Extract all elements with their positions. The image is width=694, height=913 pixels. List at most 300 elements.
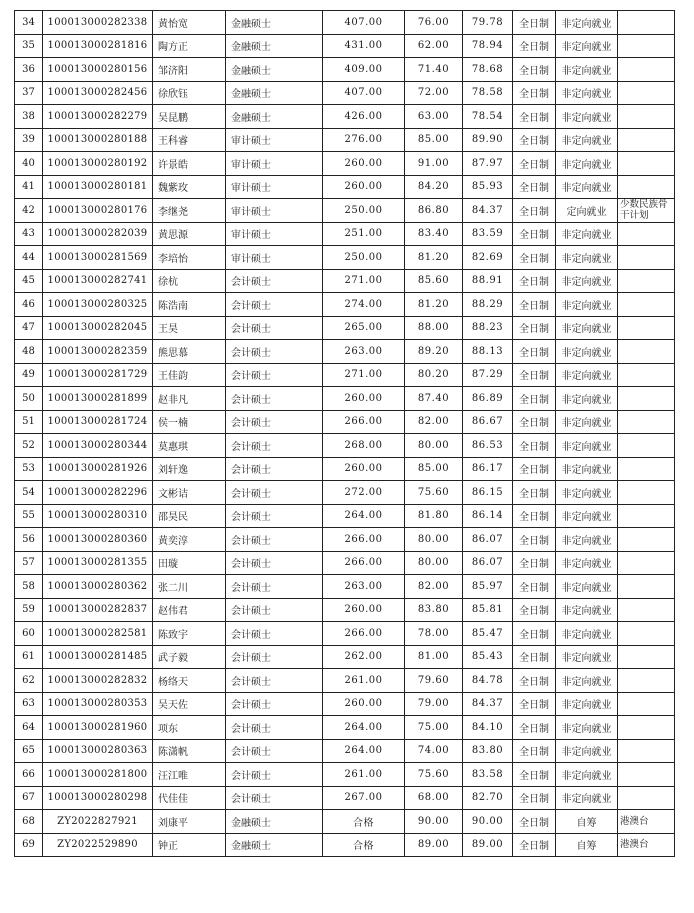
remark-cell (618, 81, 675, 105)
table-row (15, 833, 675, 857)
employment-plan-cell: 非定向就业 (556, 622, 618, 646)
total-score-cell: 85.81 (463, 598, 513, 622)
major-cell: 审计硕士 (226, 199, 323, 223)
initial-score-cell: 250.00 (323, 246, 405, 270)
study-mode-cell: 全日制 (513, 504, 556, 528)
candidate-name-cell: 熊思慕 (153, 340, 226, 364)
row-number-cell: 42 (15, 199, 43, 223)
row-number-cell: 66 (15, 763, 43, 787)
initial-score-cell: 274.00 (323, 293, 405, 317)
initial-score-cell: 260.00 (323, 152, 405, 176)
remark-cell (618, 645, 675, 669)
study-mode-cell: 全日制 (513, 363, 556, 387)
retest-score-cell: 81.80 (405, 504, 463, 528)
total-score-cell: 78.68 (463, 58, 513, 82)
candidate-id-cell: ZY2022827921 (43, 810, 153, 834)
table-row (15, 246, 675, 270)
candidate-name-cell: 莫惠琪 (153, 434, 226, 458)
table-row (15, 105, 675, 129)
table-row (15, 622, 675, 646)
initial-score-cell: 260.00 (323, 457, 405, 481)
study-mode-cell: 全日制 (513, 199, 556, 223)
retest-score-cell: 80.00 (405, 528, 463, 552)
table-row (15, 528, 675, 552)
employment-plan-cell: 非定向就业 (556, 387, 618, 411)
row-number-cell: 61 (15, 645, 43, 669)
total-score-cell: 86.17 (463, 457, 513, 481)
initial-score-cell: 262.00 (323, 645, 405, 669)
row-number-cell: 40 (15, 152, 43, 176)
candidate-id-cell: ZY2022529890 (43, 833, 153, 857)
total-score-cell: 79.78 (463, 11, 513, 35)
major-cell: 会计硕士 (226, 340, 323, 364)
retest-score-cell: 68.00 (405, 786, 463, 810)
table-row (15, 222, 675, 246)
retest-score-cell: 81.20 (405, 246, 463, 270)
candidate-name-cell: 钟正 (153, 833, 226, 857)
retest-score-cell: 82.00 (405, 575, 463, 599)
table-row (15, 199, 675, 223)
total-score-cell: 85.97 (463, 575, 513, 599)
candidate-id-cell: 100013000281816 (43, 34, 153, 58)
initial-score-cell: 407.00 (323, 81, 405, 105)
row-number-cell: 37 (15, 81, 43, 105)
candidate-name-cell: 陈浩南 (153, 293, 226, 317)
major-cell: 会计硕士 (226, 528, 323, 552)
candidate-name-cell: 吴昆鹏 (153, 105, 226, 129)
study-mode-cell: 全日制 (513, 11, 556, 35)
total-score-cell: 86.15 (463, 481, 513, 505)
initial-score-cell: 271.00 (323, 363, 405, 387)
study-mode-cell: 全日制 (513, 293, 556, 317)
initial-score-cell: 264.00 (323, 716, 405, 740)
major-cell: 金融硕士 (226, 833, 323, 857)
remark-cell (618, 598, 675, 622)
employment-plan-cell: 非定向就业 (556, 575, 618, 599)
study-mode-cell: 全日制 (513, 434, 556, 458)
candidate-id-cell: 100013000281569 (43, 246, 153, 270)
retest-score-cell: 84.20 (405, 175, 463, 199)
total-score-cell: 82.70 (463, 786, 513, 810)
row-number-cell: 34 (15, 11, 43, 35)
candidate-name-cell: 李培怡 (153, 246, 226, 270)
remark-cell (618, 786, 675, 810)
table-row (15, 575, 675, 599)
candidate-name-cell: 徐欣钰 (153, 81, 226, 105)
remark-cell (618, 716, 675, 740)
total-score-cell: 82.69 (463, 246, 513, 270)
employment-plan-cell: 非定向就业 (556, 457, 618, 481)
table-row (15, 387, 675, 411)
candidate-name-cell: 文彬诘 (153, 481, 226, 505)
total-score-cell: 85.47 (463, 622, 513, 646)
major-cell: 会计硕士 (226, 739, 323, 763)
study-mode-cell: 全日制 (513, 387, 556, 411)
major-cell: 会计硕士 (226, 622, 323, 646)
retest-score-cell: 80.20 (405, 363, 463, 387)
candidate-id-cell: 100013000280188 (43, 128, 153, 152)
employment-plan-cell: 非定向就业 (556, 786, 618, 810)
study-mode-cell: 全日制 (513, 105, 556, 129)
study-mode-cell: 全日制 (513, 669, 556, 693)
row-number-cell: 45 (15, 269, 43, 293)
candidate-name-cell: 项东 (153, 716, 226, 740)
major-cell: 会计硕士 (226, 410, 323, 434)
study-mode-cell: 全日制 (513, 692, 556, 716)
remark-cell (618, 669, 675, 693)
table-row (15, 34, 675, 58)
row-number-cell: 50 (15, 387, 43, 411)
employment-plan-cell: 非定向就业 (556, 175, 618, 199)
remark-cell (618, 340, 675, 364)
initial-score-cell: 426.00 (323, 105, 405, 129)
employment-plan-cell: 非定向就业 (556, 269, 618, 293)
employment-plan-cell: 非定向就业 (556, 504, 618, 528)
retest-score-cell: 86.80 (405, 199, 463, 223)
candidate-id-cell: 100013000280298 (43, 786, 153, 810)
row-number-cell: 49 (15, 363, 43, 387)
row-number-cell: 58 (15, 575, 43, 599)
initial-score-cell: 263.00 (323, 575, 405, 599)
retest-score-cell: 89.00 (405, 833, 463, 857)
candidate-id-cell: 100013000281926 (43, 457, 153, 481)
initial-score-cell: 409.00 (323, 58, 405, 82)
row-number-cell: 54 (15, 481, 43, 505)
row-number-cell: 67 (15, 786, 43, 810)
candidate-id-cell: 100013000282279 (43, 105, 153, 129)
total-score-cell: 86.89 (463, 387, 513, 411)
admission-table (14, 10, 675, 857)
remark-cell (618, 152, 675, 176)
retest-score-cell: 85.00 (405, 457, 463, 481)
table-row (15, 739, 675, 763)
major-cell: 会计硕士 (226, 293, 323, 317)
total-score-cell: 88.23 (463, 316, 513, 340)
candidate-name-cell: 邵昊民 (153, 504, 226, 528)
candidate-id-cell: 100013000280181 (43, 175, 153, 199)
study-mode-cell: 全日制 (513, 128, 556, 152)
table-row (15, 152, 675, 176)
initial-score-cell: 431.00 (323, 34, 405, 58)
retest-score-cell: 80.00 (405, 551, 463, 575)
table-row (15, 11, 675, 35)
candidate-name-cell: 代佳佳 (153, 786, 226, 810)
employment-plan-cell: 非定向就业 (556, 222, 618, 246)
total-score-cell: 89.90 (463, 128, 513, 152)
study-mode-cell: 全日制 (513, 410, 556, 434)
major-cell: 会计硕士 (226, 269, 323, 293)
retest-score-cell: 75.00 (405, 716, 463, 740)
retest-score-cell: 90.00 (405, 810, 463, 834)
total-score-cell: 78.94 (463, 34, 513, 58)
candidate-id-cell: 100013000280325 (43, 293, 153, 317)
remark-cell (618, 622, 675, 646)
study-mode-cell: 全日制 (513, 316, 556, 340)
table-row (15, 175, 675, 199)
candidate-id-cell: 100013000282039 (43, 222, 153, 246)
remark-cell (618, 575, 675, 599)
retest-score-cell: 81.20 (405, 293, 463, 317)
total-score-cell: 88.91 (463, 269, 513, 293)
remark-cell: 港澳台 (618, 833, 675, 857)
employment-plan-cell: 非定向就业 (556, 340, 618, 364)
retest-score-cell: 82.00 (405, 410, 463, 434)
retest-score-cell: 85.00 (405, 128, 463, 152)
row-number-cell: 56 (15, 528, 43, 552)
employment-plan-cell: 非定向就业 (556, 246, 618, 270)
retest-score-cell: 81.00 (405, 645, 463, 669)
employment-plan-cell: 非定向就业 (556, 598, 618, 622)
remark-cell (618, 692, 675, 716)
candidate-id-cell: 100013000282832 (43, 669, 153, 693)
row-number-cell: 63 (15, 692, 43, 716)
row-number-cell: 48 (15, 340, 43, 364)
total-score-cell: 86.53 (463, 434, 513, 458)
initial-score-cell: 266.00 (323, 622, 405, 646)
major-cell: 会计硕士 (226, 692, 323, 716)
candidate-id-cell: 100013000281729 (43, 363, 153, 387)
initial-score-cell: 261.00 (323, 669, 405, 693)
table-row (15, 269, 675, 293)
initial-score-cell: 250.00 (323, 199, 405, 223)
major-cell: 金融硕士 (226, 810, 323, 834)
remark-cell (618, 58, 675, 82)
candidate-name-cell: 吴天佐 (153, 692, 226, 716)
employment-plan-cell: 自筹 (556, 810, 618, 834)
remark-cell (618, 293, 675, 317)
retest-score-cell: 75.60 (405, 763, 463, 787)
employment-plan-cell: 非定向就业 (556, 410, 618, 434)
table-row (15, 669, 675, 693)
initial-score-cell: 260.00 (323, 175, 405, 199)
remark-cell (618, 739, 675, 763)
major-cell: 会计硕士 (226, 575, 323, 599)
initial-score-cell: 268.00 (323, 434, 405, 458)
row-number-cell: 46 (15, 293, 43, 317)
major-cell: 审计硕士 (226, 222, 323, 246)
row-number-cell: 57 (15, 551, 43, 575)
candidate-name-cell: 武子毅 (153, 645, 226, 669)
retest-score-cell: 87.40 (405, 387, 463, 411)
retest-score-cell: 85.60 (405, 269, 463, 293)
row-number-cell: 39 (15, 128, 43, 152)
initial-score-cell: 260.00 (323, 692, 405, 716)
candidate-name-cell: 杨络天 (153, 669, 226, 693)
retest-score-cell: 62.00 (405, 34, 463, 58)
study-mode-cell: 全日制 (513, 457, 556, 481)
candidate-id-cell: 100013000281800 (43, 763, 153, 787)
candidate-id-cell: 100013000281355 (43, 551, 153, 575)
employment-plan-cell: 非定向就业 (556, 739, 618, 763)
candidate-id-cell: 100013000280176 (43, 199, 153, 223)
remark-cell (618, 34, 675, 58)
employment-plan-cell: 非定向就业 (556, 481, 618, 505)
candidate-id-cell: 100013000281960 (43, 716, 153, 740)
candidate-name-cell: 汪江唯 (153, 763, 226, 787)
employment-plan-cell: 非定向就业 (556, 551, 618, 575)
study-mode-cell: 全日制 (513, 152, 556, 176)
candidate-id-cell: 100013000280362 (43, 575, 153, 599)
employment-plan-cell: 非定向就业 (556, 58, 618, 82)
remark-cell (618, 410, 675, 434)
study-mode-cell: 全日制 (513, 81, 556, 105)
remark-cell (618, 175, 675, 199)
row-number-cell: 60 (15, 622, 43, 646)
table-row (15, 434, 675, 458)
candidate-id-cell: 100013000281899 (43, 387, 153, 411)
major-cell: 金融硕士 (226, 34, 323, 58)
initial-score-cell: 407.00 (323, 11, 405, 35)
admission-list (14, 10, 675, 857)
candidate-name-cell: 陶方正 (153, 34, 226, 58)
table-row (15, 363, 675, 387)
remark-cell (618, 551, 675, 575)
candidate-id-cell: 100013000282837 (43, 598, 153, 622)
retest-score-cell: 79.00 (405, 692, 463, 716)
candidate-name-cell: 徐杭 (153, 269, 226, 293)
row-number-cell: 47 (15, 316, 43, 340)
remark-cell: 港澳台 (618, 810, 675, 834)
row-number-cell: 41 (15, 175, 43, 199)
candidate-name-cell: 侯一楠 (153, 410, 226, 434)
initial-score-cell: 261.00 (323, 763, 405, 787)
study-mode-cell: 全日制 (513, 551, 556, 575)
total-score-cell: 84.10 (463, 716, 513, 740)
candidate-id-cell: 100013000282045 (43, 316, 153, 340)
study-mode-cell: 全日制 (513, 34, 556, 58)
study-mode-cell: 全日制 (513, 833, 556, 857)
study-mode-cell: 全日制 (513, 246, 556, 270)
total-score-cell: 78.58 (463, 81, 513, 105)
total-score-cell: 88.29 (463, 293, 513, 317)
candidate-id-cell: 100013000282741 (43, 269, 153, 293)
major-cell: 会计硕士 (226, 645, 323, 669)
table-row (15, 58, 675, 82)
employment-plan-cell: 非定向就业 (556, 669, 618, 693)
employment-plan-cell: 非定向就业 (556, 763, 618, 787)
candidate-name-cell: 黄奕淳 (153, 528, 226, 552)
candidate-name-cell: 王科睿 (153, 128, 226, 152)
candidate-name-cell: 黄思源 (153, 222, 226, 246)
remark-cell (618, 246, 675, 270)
candidate-id-cell: 100013000280353 (43, 692, 153, 716)
study-mode-cell: 全日制 (513, 575, 556, 599)
table-body (15, 11, 675, 857)
study-mode-cell: 全日制 (513, 739, 556, 763)
retest-score-cell: 63.00 (405, 105, 463, 129)
remark-cell (618, 434, 675, 458)
remark-cell (618, 128, 675, 152)
candidate-name-cell: 陈潇帆 (153, 739, 226, 763)
candidate-id-cell: 100013000280344 (43, 434, 153, 458)
table-row (15, 716, 675, 740)
retest-score-cell: 72.00 (405, 81, 463, 105)
employment-plan-cell: 非定向就业 (556, 528, 618, 552)
retest-score-cell: 88.00 (405, 316, 463, 340)
total-score-cell: 86.07 (463, 551, 513, 575)
candidate-id-cell: 100013000280192 (43, 152, 153, 176)
candidate-name-cell: 张二川 (153, 575, 226, 599)
initial-score-cell: 266.00 (323, 551, 405, 575)
study-mode-cell: 全日制 (513, 763, 556, 787)
employment-plan-cell: 定向就业 (556, 199, 618, 223)
total-score-cell: 83.59 (463, 222, 513, 246)
initial-score-cell: 271.00 (323, 269, 405, 293)
retest-score-cell: 74.00 (405, 739, 463, 763)
major-cell: 审计硕士 (226, 175, 323, 199)
initial-score-cell: 265.00 (323, 316, 405, 340)
row-number-cell: 35 (15, 34, 43, 58)
retest-score-cell: 80.00 (405, 434, 463, 458)
table-row (15, 316, 675, 340)
employment-plan-cell: 非定向就业 (556, 105, 618, 129)
total-score-cell: 85.93 (463, 175, 513, 199)
employment-plan-cell: 自筹 (556, 833, 618, 857)
total-score-cell: 86.67 (463, 410, 513, 434)
remark-cell (618, 222, 675, 246)
retest-score-cell: 76.00 (405, 11, 463, 35)
study-mode-cell: 全日制 (513, 645, 556, 669)
candidate-name-cell: 赵非凡 (153, 387, 226, 411)
remark-cell (618, 504, 675, 528)
study-mode-cell: 全日制 (513, 269, 556, 293)
candidate-id-cell: 100013000280156 (43, 58, 153, 82)
table-row (15, 786, 675, 810)
employment-plan-cell: 非定向就业 (556, 434, 618, 458)
candidate-id-cell: 100013000282456 (43, 81, 153, 105)
retest-score-cell: 89.20 (405, 340, 463, 364)
major-cell: 金融硕士 (226, 81, 323, 105)
total-score-cell: 84.37 (463, 199, 513, 223)
table-row (15, 481, 675, 505)
remark-cell (618, 105, 675, 129)
total-score-cell: 84.37 (463, 692, 513, 716)
row-number-cell: 65 (15, 739, 43, 763)
table-row (15, 457, 675, 481)
major-cell: 会计硕士 (226, 551, 323, 575)
row-number-cell: 53 (15, 457, 43, 481)
candidate-id-cell: 100013000280310 (43, 504, 153, 528)
total-score-cell: 85.43 (463, 645, 513, 669)
employment-plan-cell: 非定向就业 (556, 11, 618, 35)
employment-plan-cell: 非定向就业 (556, 152, 618, 176)
employment-plan-cell: 非定向就业 (556, 293, 618, 317)
study-mode-cell: 全日制 (513, 528, 556, 552)
row-number-cell: 43 (15, 222, 43, 246)
retest-score-cell: 78.00 (405, 622, 463, 646)
employment-plan-cell: 非定向就业 (556, 316, 618, 340)
major-cell: 金融硕士 (226, 105, 323, 129)
row-number-cell: 62 (15, 669, 43, 693)
remark-cell (618, 763, 675, 787)
major-cell: 会计硕士 (226, 457, 323, 481)
total-score-cell: 87.29 (463, 363, 513, 387)
remark-cell (618, 363, 675, 387)
table-row (15, 810, 675, 834)
total-score-cell: 86.07 (463, 528, 513, 552)
employment-plan-cell: 非定向就业 (556, 81, 618, 105)
candidate-name-cell: 李继尧 (153, 199, 226, 223)
remark-cell (618, 269, 675, 293)
major-cell: 会计硕士 (226, 363, 323, 387)
candidate-name-cell: 许景皓 (153, 152, 226, 176)
employment-plan-cell: 非定向就业 (556, 34, 618, 58)
major-cell: 金融硕士 (226, 11, 323, 35)
initial-score-cell: 合格 (323, 810, 405, 834)
employment-plan-cell: 非定向就业 (556, 128, 618, 152)
major-cell: 会计硕士 (226, 434, 323, 458)
employment-plan-cell: 非定向就业 (556, 363, 618, 387)
